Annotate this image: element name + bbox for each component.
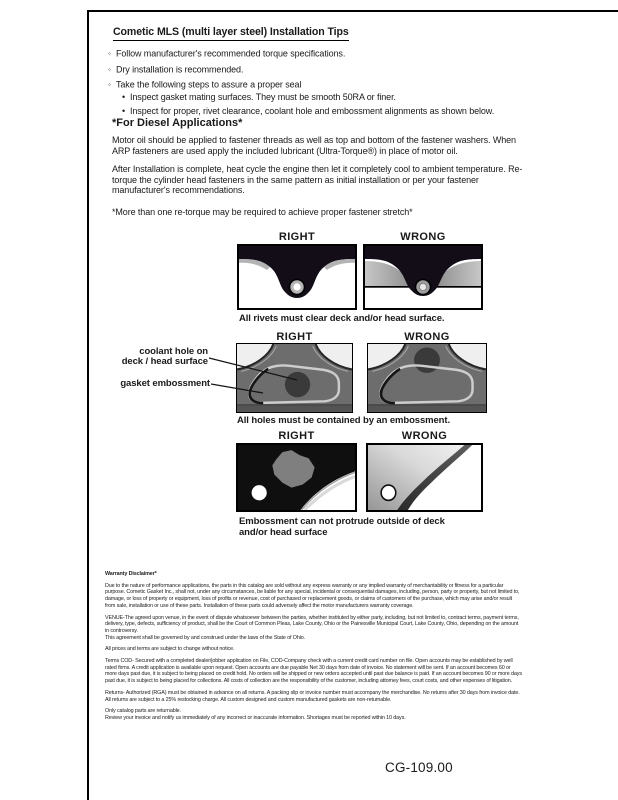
bolt-hole-icon <box>252 485 267 500</box>
open-bullet-icon: ◦ <box>108 49 111 58</box>
legal-paragraph: VENUE-The agreed upon venue, in the event of dispute whatsoever between the parties, whether instituted by either party, including, but not limited to, contract terms, payment terms, delivery, type, defects, sufficiency of product, shall be the Court of Common Pleas, Lake County, Ohio or the Painesville Municipal Court, Lake County, Ohio, depending on the amount in controversy. This agreement shall be governed by and construed under the laws of the State of Ohio. <box>105 614 519 641</box>
coolant-hole-wrong-diagram <box>367 343 487 413</box>
open-bullet-icon: ◦ <box>108 64 111 74</box>
tip-item <box>108 46 538 62</box>
warranty-disclaimer <box>105 571 523 727</box>
diesel-section-heading: *For Diesel Applications* <box>112 117 243 129</box>
legal-paragraph: Due to the nature of performance applications, the parts in this catalog are sold without any express warranty or any implied warranty of merchantability or fitness for a particular purpose. Cometic Gasket Inc., shall not, under any circumstances, be liable for any special, incidental or consequential damages, including, person, party or property, but not limited to, damage, or loss of property or equipment, loss of profits or revenue, cost of purchased or replacement goods, or claims of customers of the purchase, which may arise and/or result from sale, installation or use of these parts. Installation of these parts could adversely affect the motor manufacturers warranty coverage. <box>105 582 520 609</box>
sub-tip-text: Inspect gasket mating surfaces. They must be smooth 50RA or finer. <box>130 92 396 102</box>
open-bullet-icon: ◦ <box>108 80 111 89</box>
diagram-label-wrong: WRONG <box>401 430 448 442</box>
page-title: Cometic MLS (multi layer steel) Installation Tips <box>113 26 349 41</box>
filled-bullet-icon: • <box>122 92 126 102</box>
warranty-disclaimer-heading: Warranty Disclaimer* <box>105 571 157 577</box>
sub-tip-item <box>122 90 542 104</box>
page-number: CG-109.00 <box>385 760 453 775</box>
bolt-hole-icon <box>381 485 396 500</box>
filled-bullet-icon: • <box>122 106 126 116</box>
diagram-caption: Embossment can not protrude outside of deck and/or head surface <box>239 516 445 538</box>
diagram-caption: All rivets must clear deck and/or head surface. <box>239 313 445 324</box>
diesel-paragraph: Motor oil should be applied to fastener threads as well as top and bottom of the fastener washers. When ARP fasteners are used apply the included lubricant (Ultra-Torque®) in place of motor oil. <box>112 135 516 156</box>
sub-tip-item <box>122 104 542 118</box>
rivet-clearance-right-diagram <box>237 244 357 310</box>
embossment-wrong-diagram <box>366 443 483 512</box>
tips-list <box>108 46 538 93</box>
tip-text: Follow manufacturer's recommended torque specifications. <box>116 48 346 59</box>
legal-paragraph: Returns- Authorized (RGA) must be obtained in advance on all returns. A packing slip or invoice number must accompany the merchandise. No returns after 30 days from invoice date. All returns are subject to a 25% restocking charge. All custom designed and custom manufactured gaskets are non-returnable. <box>105 689 520 703</box>
legal-paragraph: All prices and terms are subject to change without notice. <box>105 646 235 653</box>
gasket-embossment-annotation: gasket embossment <box>120 378 210 389</box>
coolant-hole-icon <box>414 348 440 373</box>
diagram-label-right: RIGHT <box>278 231 316 243</box>
coolant-hole-annotation: coolant hole on deck / head surface <box>121 346 208 367</box>
page-border-top <box>87 10 618 12</box>
tip-text: Take the following steps to assure a proper seal <box>116 79 302 90</box>
legal-paragraph: Only catalog parts are returnable. Review your invoice and notify us immediately of any incorrect or inaccurate information. Shortages must be reported within 10 days. <box>105 708 406 721</box>
diagram-caption: All holes must be contained by an embossment. <box>237 415 450 426</box>
tip-item <box>108 62 538 78</box>
annotation-leader-lines <box>205 348 305 398</box>
tip-text: Dry installation is recommended. <box>116 64 244 74</box>
sub-tip-text: Inspect for proper, rivet clearance, coolant hole and embossment alignments as shown below. <box>130 106 495 116</box>
page-border-left <box>87 10 89 800</box>
diagram-label-wrong: WRONG <box>400 231 446 243</box>
embossment-right-diagram <box>236 443 357 512</box>
diagram-label-right: RIGHT <box>276 331 313 343</box>
diagram-label-wrong: WRONG <box>404 331 450 343</box>
diagram-label-right: RIGHT <box>278 430 315 442</box>
warranty-disclaimer-paragraphs <box>105 583 523 722</box>
rivet-clearance-wrong-diagram <box>363 244 483 310</box>
diesel-paragraph: After Installation is complete, heat cycle the engine then let it completely cool to ambient temperature. Re-torque the cylinder head fasteners in the same pattern as initial installation or per your fastener manufacturer's recommendations. <box>112 164 523 196</box>
retorque-note: *More than one re-torque may be required to achieve proper fastener stretch* <box>112 207 413 217</box>
legal-paragraph: Terms COD- Secured with a completed dealer/jobber application on File, COD-Company check with a current credit card number on file. Open accounts may be established by well rated firms. A credit application is available upon request. Open accounts are due payable Net 30 days from date of invoice. No statement will be sent. If an account becomes 60 or more days past due, it is subject to being placed on credit hold. No orders will be shipped or new orders accepted until past due balance is paid. If an account becomes 90 or more days past due, it is subject to being placed for collections. All costs of collection are the responsibility of the customer, including attorney fees, court costs, and other expenses of litigation. <box>105 658 522 685</box>
tips-sublist <box>122 90 542 118</box>
